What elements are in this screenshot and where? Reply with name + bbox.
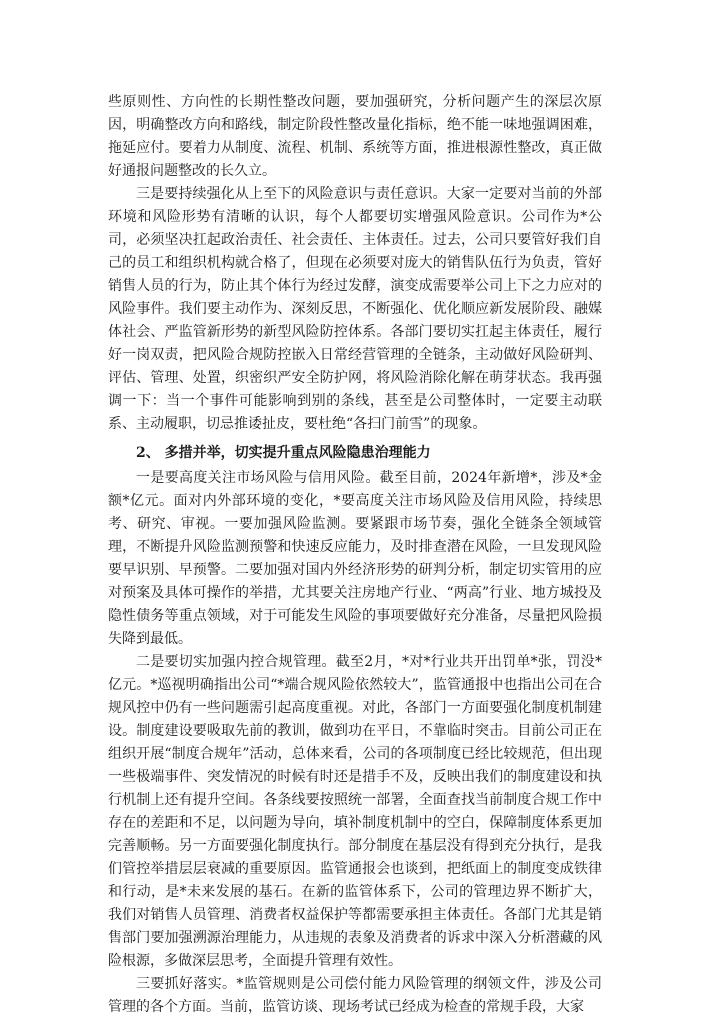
paragraph-market-credit-risk: 一是要高度关注市场风险与信用风险。截至目前，2024年新增*，涉及*金额*亿元。面对内外部环境的变化，*要高度关注市场风险及信用风险，持续思考、研究、审视。一要加强风险监测。要紧跟市场节奏，强化全链条全领域管理，不断提升风险监测预警和快速反应能力，及时排查潜在风险，一旦发现风险要早识别、早预警。二要加强对国内外经济形势的研判分析，制定切实管用的应对预案及具体可操作的举措，尤其要关注房地产行业、“两高”行业、地方城投及隐性债务等重点领域，对于可能发生风险的事项要做好充分准备，尽量把风险损失降到最低。 [108, 470, 602, 647]
paragraph-internal-control: 二是要切实加强内控合规管理。截至2月，*对*行业共开出罚单*张，罚没*亿元。*巡视明确指出公司“*端合规风险依然较大”，监管通报中也指出公司在合规风控中仍有一些问题需引起高度重视。对此，各部门一方面要强化制度机制建设。制度建设要吸取先前的教训，做到功在平日，不靠临时突击。目前公司正在组织开展“制度合规年”活动，总体来看，公司的各项制度已经比较规范，但出现一些极端事件、突发情况的时候有时还是措手不及，反映出我们的制度建设和执行机制上还有提升空间。各条线要按照统一部署，全面查找当前制度合规工作中存在的差距和不足，以问题为导向，填补制度机制中的空白，保障制度体系更加完善顺畅。另一方面要强化制度执行。部分制度在基层没有得到充分执行，是我们管控举措层层衰减的重要原因。监管通报会也谈到，把纸面上的制度变成铁律和行动，是*未来发展的基石。在新的监管体系下，公司的管理边界不断扩大，我们对销售人员管理、消费者权益保护等都需要承担主体责任。各部门尤其是销售部门要加强溯源治理能力，从违规的表象及消费者的诉求中深入分析潜藏的风险根源，多做深层思考，全面提升管理有效性。 [108, 654, 602, 969]
paragraph-risk-awareness: 三是要持续强化从上至下的风险意识与责任意识。大家一定要对当前的外部环境和风险形势有清晰的认识，每个人都要切实增强风险意识。公司作为*公司，必须坚决扛起政治责任、社会责任、主体责任。过去，公司只要管好我们自己的员工和组织机构就合格了，但现在必须要对庞大的销售队伍行为负责，管好销售人员的行为，防止其个体行为经过发酵，演变成需要举公司上下之力应对的风险事件。我们要主动作为、深刻反思，不断强化、优化顺应新发展阶段、融媒体社会、严监管新形势的新型风险防控体系。各部门要切实扛起主体责任，履行好一岗双责，把风险合规防控嵌入日常经营管理的全链条，主动做好风险研判、评估、管理、处置，织密织严安全防护网，将风险消除化解在萌芽状态。我再强调一下：当一个事件可能影响到别的条线，甚至是公司整体时，一定要主动联系、主动履职，切忌推诿扯皮，要杜绝“各扫门前雪”的现象。 [108, 186, 602, 432]
document-page [108, 91, 602, 1019]
paragraph-implementation: 三要抓好落实。*监管规则是公司偿付能力风险管理的纲领文件，涉及公司管理的各个方面。当前，监管访谈、现场考试已经成为检查的常规手段，大家 [108, 976, 602, 1015]
paragraph-continuation: 些原则性、方向性的长期性整改问题，要加强研究，分析问题产生的深层次原因，明确整改方向和路线，制定阶段性整改量化指标，绝不能一味地强调困难，拖延应付。要着力从制度、流程、机制、系统等方面，推进根源性整改，真正做好通报问题整改的长久立。 [108, 94, 602, 179]
section-heading: 2、 多措并举，切实提升重点风险隐患治理能力 [136, 445, 431, 461]
